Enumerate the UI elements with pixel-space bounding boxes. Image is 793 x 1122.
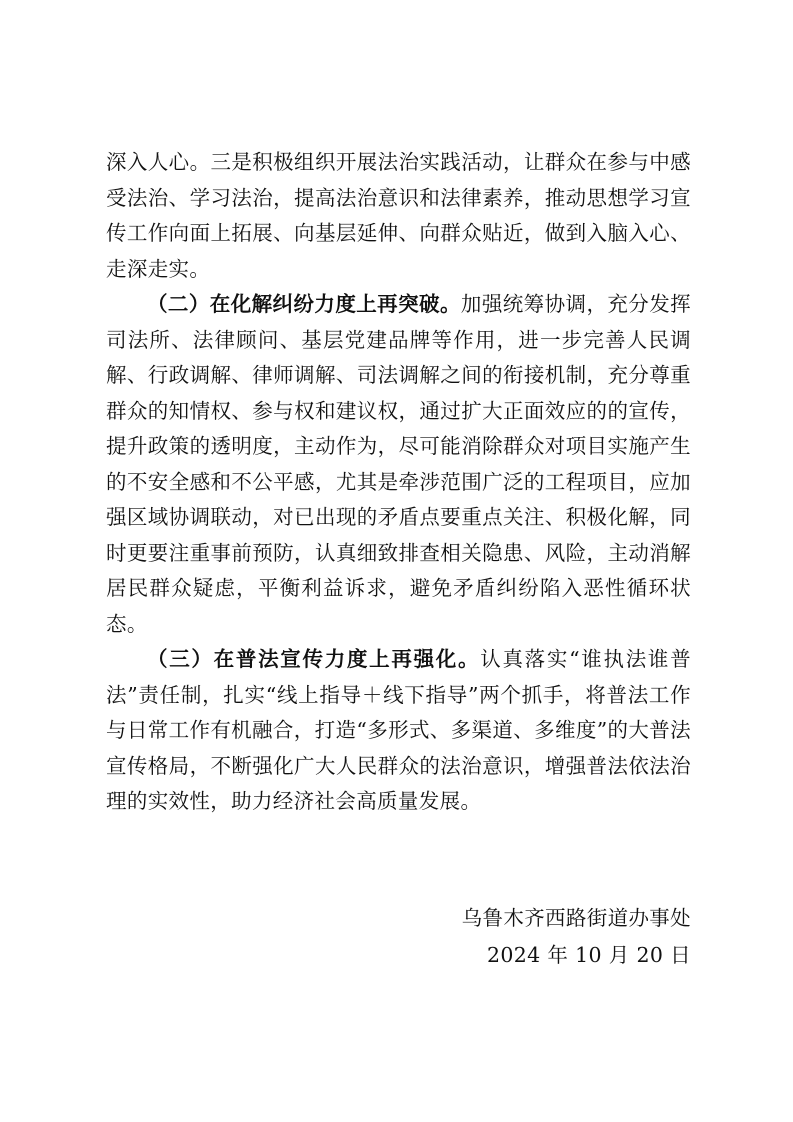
section-3-text: 认真落实“谁执法谁普法”责任制，扎实“线上指导＋线下指导”两个抓手，将普法工作与日常工作有机融合，打造“多形式、多渠道、多维度”的大普法宣传格局，不断强化广大人民群众的法治意识，增强普法依法治理的实效性，助力经济社会高质量发展。 — [106, 647, 692, 813]
section-2-heading: （二）在化解纠纷力度上再突破。 — [147, 292, 461, 316]
section-2-paragraph — [106, 287, 691, 642]
document-body — [106, 145, 691, 820]
signature-date: 2024 年 10 月 20 日 — [486, 943, 691, 967]
section-3-paragraph — [106, 642, 691, 820]
signature-organization: 乌鲁木齐西路街道办事处 — [461, 906, 691, 930]
signature-block — [462, 900, 691, 974]
section-2-text: 加强统筹协调，充分发挥司法所、法律顾问、基层党建品牌等作用，进一步完善人民调解、行政调解、律师调解、司法调解之间的衔接机制，充分尊重群众的知情权、参与权和建议权，通过扩大正面效应的的宣传，提升政策的透明度，主动作为，尽可能消除群众对项目实施产生的不安全感和不公平感，尤其是牵涉范围广泛的工程项目，应加强区域协调联动，对已出现的矛盾点要重点关注、积极化解，同时更要注重事前预防，认真细致排查相关隐患、风险，主动消解居民群众疑虑，平衡利益诉求，避免矛盾纠纷陷入恶性循环状态。 — [106, 292, 691, 636]
continuation-paragraph: 深入人心。三是积极组织开展法治实践活动，让群众在参与中感受法治、学习法治，提高法治意识和法律素养，推动思想学习宣传工作向面上拓展、向基层延伸、向群众贴近，做到入脑入心、走深走实。 — [106, 150, 691, 281]
section-3-heading: （三）在普法宣传力度上再强化。 — [147, 647, 481, 671]
